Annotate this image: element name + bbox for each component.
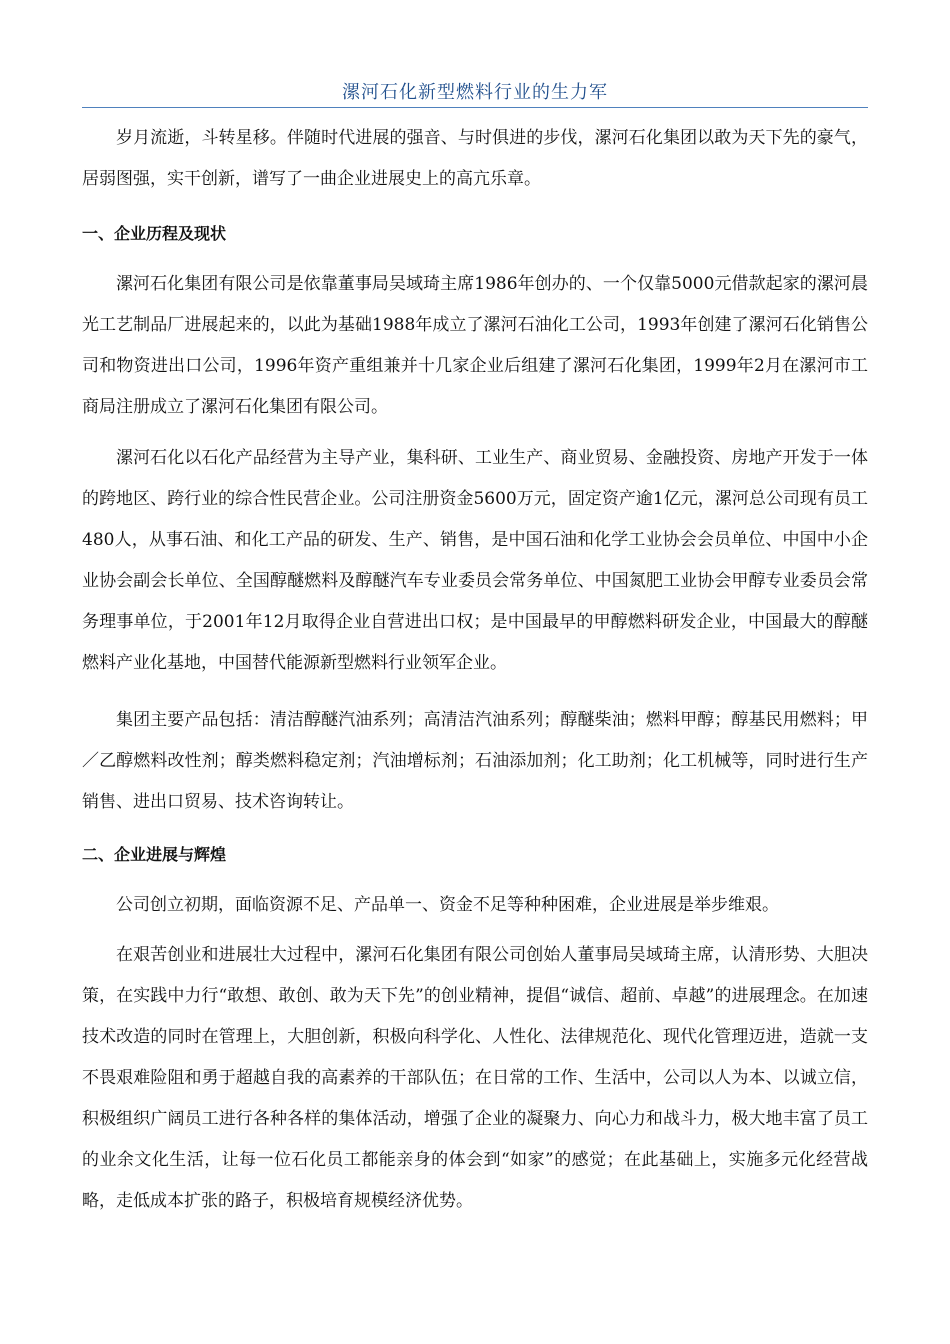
history-paragraph-1: 漯河石化集团有限公司是依靠董事局吴域琦主席1986年创办的、一个仅靠5000元借款起家的漯河晨光工艺制品厂进展起来的，以此为基础1988年成立了漯河石油化工公司，1993年创建了漯河石化销售公司和物资进出口公司，1996年资产重组兼并十几家企业后组建了漯河石化集团，1999年2月在漯河市工商局注册成立了漯河石化集团有限公司。 <box>82 274 868 417</box>
intro-paragraph: 岁月流逝，斗转星移。伴随时代进展的强音、与时俱进的步伐，漯河石化集团以敢为天下先的豪气，居弱图强，实干创新，谱写了一曲企业进展史上的高亢乐章。 <box>82 128 868 189</box>
document-title: 漯河石化新型燃料行业的生力军 <box>342 82 608 103</box>
section-heading-development: 二、企业进展与辉煌 <box>82 845 227 864</box>
development-paragraph-2: 在艰苦创业和进展壮大过程中，漯河石化集团有限公司创始人董事局吴域琦主席，认清形势、大胆决策，在实践中力行“敢想、敢创、敢为天下先”的创业精神，提倡“诚信、超前、卓越”的进展理念。在加速技术改造的同时在管理上，大胆创新，积极向科学化、人性化、法律规范化、现代化管理迈进，造就一支不畏艰难险阻和勇于超越自我的高素养的干部队伍；在日常的工作、生活中，公司以人为本、以诚立信，积极组织广阔员工进行各种各样的集体活动，增强了企业的凝聚力、向心力和战斗力，极大地丰富了员工的业余文化生活，让每一位石化员工都能亲身的体会到“如家”的感觉；在此基础上，实施多元化经营战略，走低成本扩张的路子，积极培育规模经济优势。 <box>82 945 868 1211</box>
section-heading-history: 一、企业历程及现状 <box>82 224 227 243</box>
history-paragraph-2: 漯河石化以石化产品经营为主导产业，集科研、工业生产、商业贸易、金融投资、房地产开发于一体的跨地区、跨行业的综合性民营企业。公司注册资金5600万元，固定资产逾1亿元，漯河总公司现有员工480人，从事石油、和化工产品的研发、生产、销售，是中国石油和化学工业协会会员单位、中国中小企业协会副会长单位、全国醇醚燃料及醇醚汽车专业委员会常务单位、中国氮肥工业协会甲醇专业委员会常务理事单位，于2001年12月取得企业自营进出口权；是中国最早的甲醇燃料研发企业，中国最大的醇醚燃料产业化基地，中国替代能源新型燃料行业领军企业。 <box>82 448 868 673</box>
title-underline <box>82 107 868 108</box>
history-paragraph-3: 集团主要产品包括：清洁醇醚汽油系列；高清洁汽油系列；醇醚柴油；燃料甲醇；醇基民用燃料；甲／乙醇燃料改性剂；醇类燃料稳定剂；汽油增标剂；石油添加剂；化工助剂；化工机械等，同时进行生产销售、进出口贸易、技术咨询转让。 <box>82 710 868 812</box>
development-paragraph-1: 公司创立初期，面临资源不足、产品单一、资金不足等种种困难，企业进展是举步维艰。 <box>116 895 779 915</box>
